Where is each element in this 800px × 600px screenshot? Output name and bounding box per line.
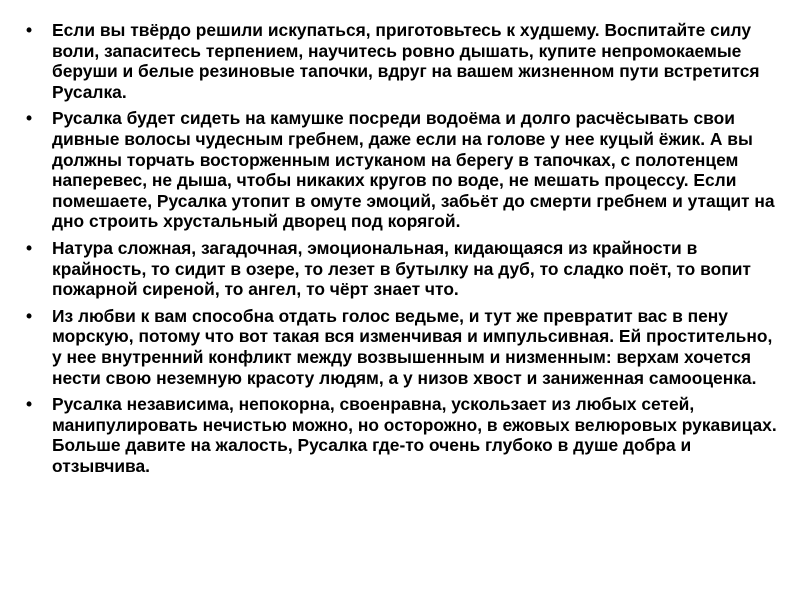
list-item (22, 306, 780, 388)
paragraph-text: Если вы твёрдо решили искупаться, приготовьтесь к худшему. Воспитайте силу воли, запаситесь терпением, научитесь ровно дышать, купите непромокаемые беруши и белые резиновые тапочки, вдруг на вашем жизненном пути встретится Русалка. (52, 20, 760, 102)
bullet-marker: • (26, 108, 33, 129)
bullet-marker: • (26, 394, 33, 415)
bullet-marker: • (26, 20, 33, 40)
list-item (22, 238, 780, 300)
paragraph-text: Из любви к вам способна отдать голос ведьме, и тут же превратит вас в пену морскую, потому что вот такая вся изменчивая и импульсивная. Ей простительно, у нее внутренний конфликт между возвышенным и низменным: верхам хочется нести свою неземную красоту людям, а у низов хвост и заниженная самооценка. (52, 305, 773, 388)
list-item (22, 108, 780, 232)
list-item (22, 20, 780, 102)
paragraph-text: Русалка независима, непокорна, своенравна, ускользает из любых сетей, манипулировать нечистью можно, но осторожно, в ежовых велюровых рукавицах. Больше давите на жалость, Русалка где-то очень глубоко в душе добра и отзывчива. (52, 394, 777, 476)
bullet-list (22, 20, 780, 482)
list-item (22, 394, 780, 476)
paragraph-text: Русалка будет сидеть на камушке посреди водоёма и долго расчёсывать свои дивные волосы чудесным гребнем, даже если на голове у нее куцый ёжик. А вы должны торчать восторженным истуканом на берегу в тапочках, с полотенцем наперевес, не дыша, чтобы никаких кругов по воде, не мешать процессу. Если помешаете, Русалка утопит в омуте эмоций, забьёт до смерти гребнем и утащит на дно строить хрустальный дворец под корягой. (52, 108, 775, 232)
bullet-marker: • (26, 237, 33, 258)
bullet-marker: • (26, 305, 33, 326)
paragraph-text: Натура сложная, загадочная, эмоциональная, кидающаяся из крайности в крайность, то сидит в озере, то лезет в бутылку на дуб, то сладко поёт, то вопит пожарной сиреной, то ангел, то чёрт знает что. (52, 237, 751, 300)
